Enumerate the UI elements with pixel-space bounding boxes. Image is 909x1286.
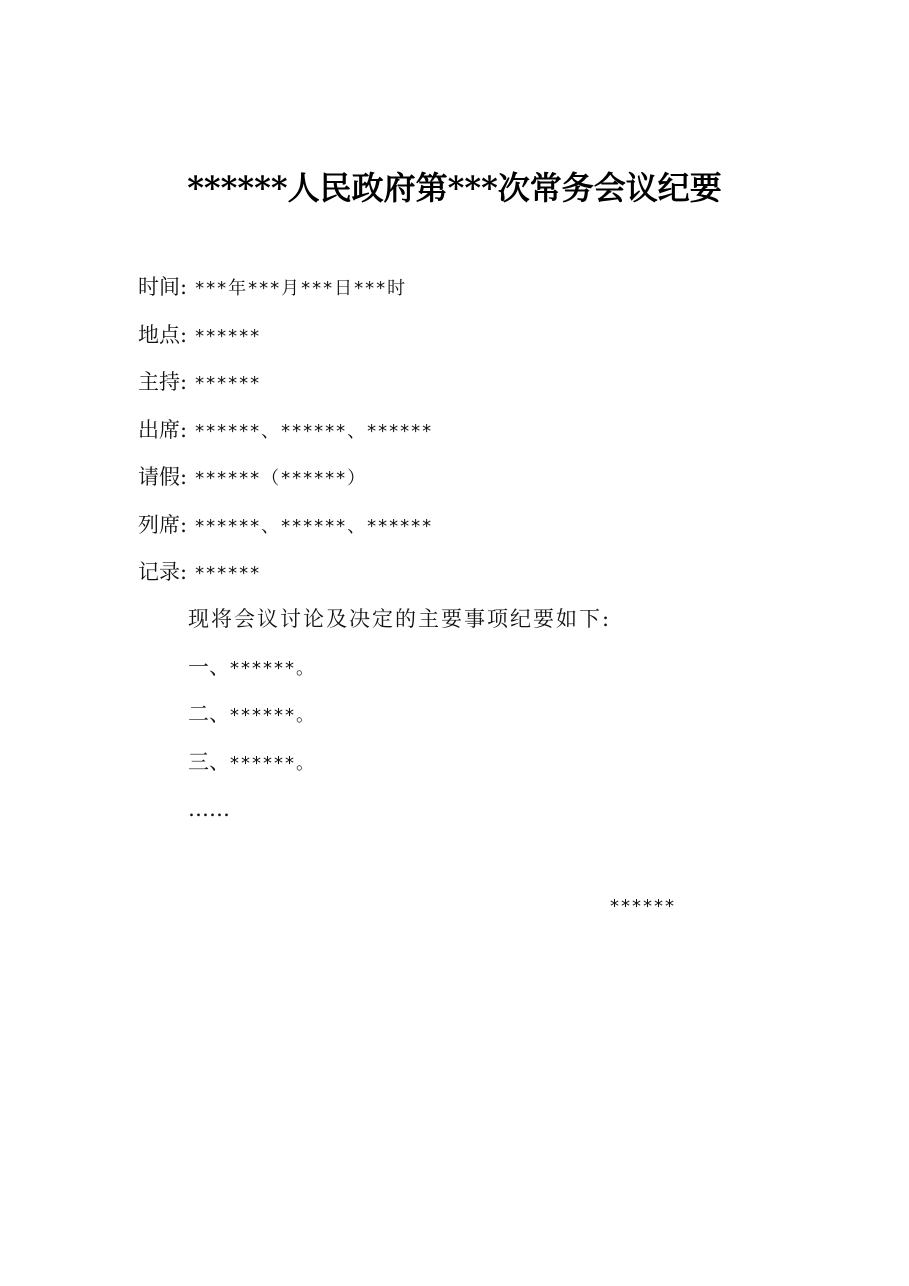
list-item-number: 三、 [188, 749, 230, 774]
list-item-text: ******。 [230, 752, 316, 774]
signature: ****** [610, 896, 676, 917]
meta-colon: : [180, 370, 188, 394]
meta-value-location: ****** [195, 325, 262, 347]
meta-label-location: 地点 [138, 322, 180, 347]
ellipsis: …… [188, 797, 230, 821]
meta-value-observers: ******、******、****** [195, 515, 434, 537]
meta-colon: : [180, 275, 188, 299]
meta-value-attendees: ******、******、****** [195, 420, 434, 442]
meta-row-location [138, 312, 778, 360]
list-item-number: 一、 [188, 654, 230, 679]
meta-value-host: ****** [195, 373, 262, 394]
minutes-body [188, 596, 788, 834]
meta-row-time [138, 264, 778, 312]
meta-label-attendees: 出席 [138, 417, 180, 442]
list-item-text: ******。 [230, 705, 316, 726]
meeting-info-block [138, 264, 778, 597]
meta-colon: : [180, 465, 188, 489]
intro-paragraph: 现将会议讨论及决定的主要事项纪要如下: [188, 607, 612, 631]
list-item [188, 739, 788, 787]
meta-row-attendees [138, 407, 778, 455]
list-item-number: 二、 [188, 702, 230, 726]
document-title: ******人民政府第***次常务会议纪要 [187, 169, 722, 207]
meta-label-host: 主持 [138, 370, 180, 394]
meta-label-absent: 请假 [138, 465, 180, 489]
list-item [188, 644, 788, 692]
meta-colon: : [180, 512, 188, 537]
meta-value-time: ***年***月***日***时 [195, 278, 408, 299]
meta-colon: : [180, 417, 188, 442]
meta-label-observers: 列席 [138, 512, 180, 537]
list-item [188, 691, 788, 739]
meta-colon: : [180, 560, 188, 584]
meta-value-absent: ******（******） [195, 468, 368, 489]
meta-label-recorder: 记录 [138, 560, 180, 584]
meta-label-time: 时间 [138, 275, 180, 299]
meta-row-host [138, 359, 778, 407]
meta-row-recorder [138, 549, 778, 597]
meta-colon: : [180, 322, 188, 347]
meta-value-recorder: ****** [195, 563, 262, 584]
meta-row-observers [138, 502, 778, 550]
list-item-text: ******。 [230, 657, 316, 679]
meta-row-absent [138, 454, 778, 502]
